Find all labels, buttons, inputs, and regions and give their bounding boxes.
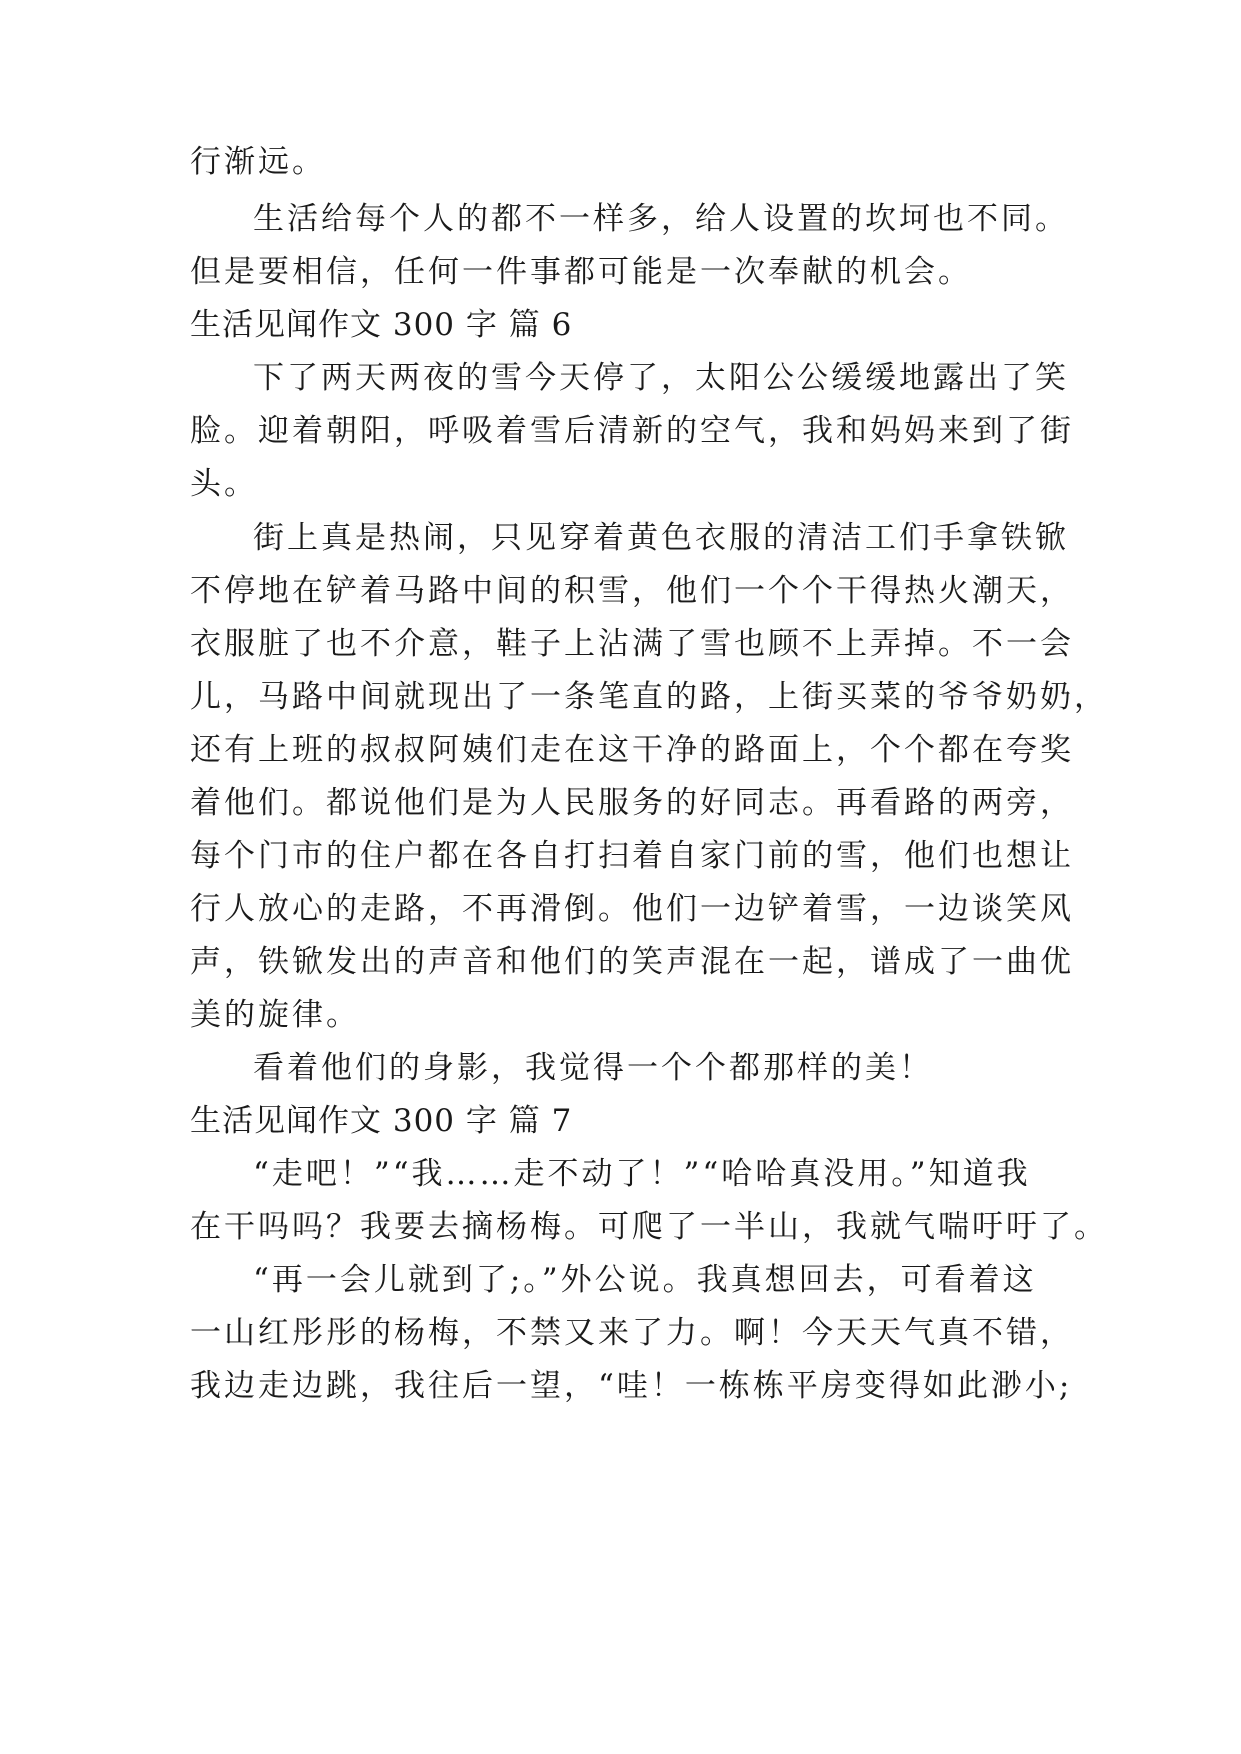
text-line: 衣服脏了也不介意，鞋子上沾满了雪也顾不上弄掉。不一会	[190, 626, 1074, 662]
section-heading: 生活见闻作文 300 字 篇 6	[190, 307, 573, 343]
text-line: 声，铁锨发出的声音和他们的笑声混在一起，谱成了一曲优	[190, 944, 1074, 980]
text-line: 每个门市的住户都在各自打扫着自家门前的雪，他们也想让	[190, 838, 1074, 874]
text-line: 一山红彤彤的杨梅，不禁又来了力。啊！今天天气真不错，	[190, 1315, 1074, 1351]
text-line: 头。	[190, 466, 258, 502]
text-line: 行人放心的走路，不再滑倒。他们一边铲着雪，一边谈笑风	[190, 891, 1074, 927]
text-line: 美的旋律。	[190, 997, 360, 1033]
text-line: 在干吗吗？我要去摘杨梅。可爬了一半山，我就气喘吁吁了。	[190, 1209, 1108, 1245]
text-line: 着他们。都说他们是为人民服务的好同志。再看路的两旁，	[190, 785, 1074, 821]
text-line: 不停地在铲着马路中间的积雪，他们一个个干得热火潮天，	[190, 573, 1074, 609]
text-line: 脸。迎着朝阳，呼吸着雪后清新的空气，我和妈妈来到了街	[190, 413, 1074, 449]
paragraph-line: 街上真是热闹，只见穿着黄色衣服的清洁工们手拿铁锨	[253, 520, 1069, 556]
text-line: 我边走边跳，我往后一望，“哇！一栋栋平房变得如此渺小;	[190, 1368, 1073, 1404]
paragraph-line: “再一会儿就到了;。”外公说。我真想回去，可看着这	[253, 1262, 1037, 1298]
section-heading: 生活见闻作文 300 字 篇 7	[190, 1103, 573, 1139]
paragraph-line: 下了两天两夜的雪今天停了，太阳公公缓缓地露出了笑	[253, 360, 1069, 396]
text-line: 但是要相信，任何一件事都可能是一次奉献的机会。	[190, 254, 972, 290]
text-line: 行渐远。	[190, 144, 326, 180]
text-line: 儿，马路中间就现出了一条笔直的路，上街买菜的爷爷奶奶，	[190, 679, 1108, 715]
text-line: 还有上班的叔叔阿姨们走在这干净的路面上，个个都在夸奖	[190, 732, 1074, 768]
paragraph-line: 生活给每个人的都不一样多，给人设置的坎坷也不同。	[253, 201, 1069, 237]
paragraph-line: 看着他们的身影，我觉得一个个都那样的美！	[253, 1050, 933, 1086]
paragraph-line: “走吧！”“我……走不动了！”“哈哈真没用。”知道我	[253, 1156, 1031, 1192]
